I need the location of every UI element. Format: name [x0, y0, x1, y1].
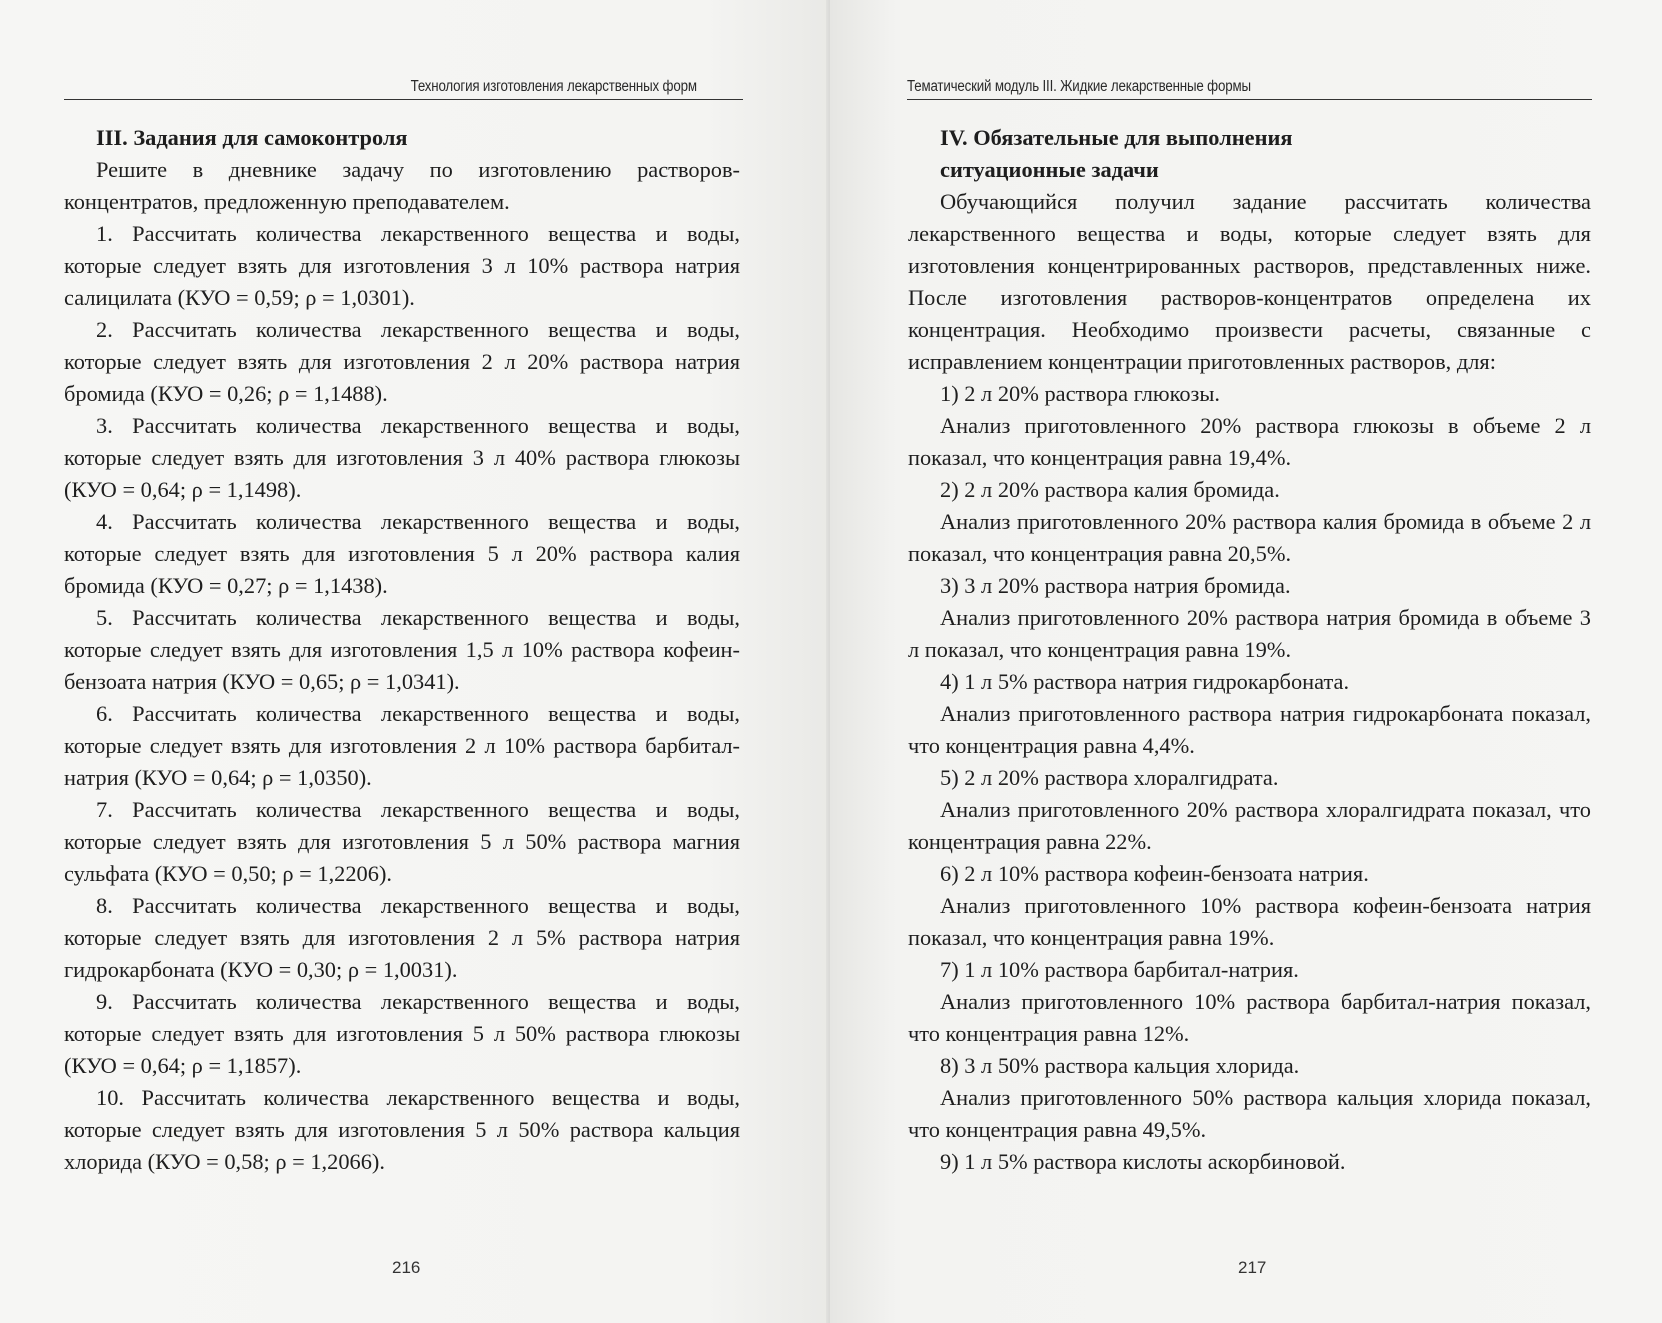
task-item: 3) 3 л 20% раствора натрия бромида. — [940, 573, 1291, 598]
analysis-text: Анализ приготовленного 10% раствора барбитал-натрия показал, что концентрация равна 12%. — [908, 989, 1591, 1046]
left-page-body — [64, 122, 740, 1178]
task-item: 7. Рассчитать количества лекарственного вещества и воды, которые следует взять для изготовления 5 л 50% раствора магния сульфата (КУО = 0,50; ρ = 1,2206). — [64, 797, 740, 886]
header-rule — [907, 99, 1592, 100]
task-item: 1) 2 л 20% раствора глюкозы. — [940, 381, 1221, 406]
task-item: 5. Рассчитать количества лекарственного вещества и воды, которые следует взять для изготовления 1,5 л 10% раствора кофеин-бензоата натрия (КУО = 0,65; ρ = 1,0341). — [64, 605, 740, 694]
section-title-line: ситуационные задачи — [940, 157, 1159, 182]
task-item: 5) 2 л 20% раствора хлоралгидрата. — [940, 765, 1279, 790]
analysis-text: Анализ приготовленного 20% раствора глюкозы в объеме 2 л показал, что концентрация равна 19,4%. — [908, 413, 1591, 470]
task-item: 7) 1 л 10% раствора барбитал-натрия. — [940, 957, 1299, 982]
left-page — [0, 0, 830, 1323]
analysis-text: Анализ приготовленного 20% раствора натрия бромида в объеме 3 л показал, что концентрация равна 19%. — [908, 605, 1591, 662]
task-item: 4) 1 л 5% раствора натрия гидрокарбоната. — [940, 669, 1350, 694]
task-item: 10. Рассчитать количества лекарственного вещества и воды, которые следует взять для изготовления 5 л 50% раствора кальция хлорида (КУО = 0,58; ρ = 1,2066). — [64, 1085, 740, 1174]
task-item: 2. Рассчитать количества лекарственного вещества и воды, которые следует взять для изготовления 2 л 20% раствора натрия бромида (КУО = 0,26; ρ = 1,1488). — [64, 317, 740, 406]
task-item: 6) 2 л 10% раствора кофеин-бензоата натрия. — [940, 861, 1369, 886]
task-item: 9) 1 л 5% раствора кислоты аскорбиновой. — [940, 1149, 1346, 1174]
task-item: 4. Рассчитать количества лекарственного вещества и воды, которые следует взять для изготовления 5 л 20% раствора калия бромида (КУО = 0,27; ρ = 1,1438). — [64, 509, 740, 598]
task-item: 6. Рассчитать количества лекарственного вещества и воды, которые следует взять для изготовления 2 л 10% раствора барбитал-натрия (КУО = 0,64; ρ = 1,0350). — [64, 701, 740, 790]
task-item: 3. Рассчитать количества лекарственного вещества и воды, которые следует взять для изготовления 3 л 40% раствора глюкозы (КУО = 0,64; ρ = 1,1498). — [64, 413, 740, 502]
paragraph: Обучающийся получил задание рассчитать количества лекарственного вещества и воды, которые следует взять для изготовления концентрированных растворов, представленных ниже. После изготовления растворов-концентратов определена их концентрация. Необходимо произвести расчеты, связанные с исправлением концентрации приготовленных растворов, для: — [908, 189, 1591, 374]
header-rule — [64, 99, 743, 100]
task-item: 8) 3 л 50% раствора кальция хлорида. — [940, 1053, 1300, 1078]
analysis-text: Анализ приготовленного раствора натрия гидрокарбоната показал, что концентрация равна 4,4%. — [908, 701, 1591, 758]
running-head: Технология изготовления лекарственных форм — [410, 78, 697, 95]
task-item: 1. Рассчитать количества лекарственного вещества и воды, которые следует взять для изготовления 3 л 10% раствора натрия салицилата (КУО = 0,59; ρ = 1,0301). — [64, 221, 740, 310]
running-head: Тематический модуль III. Жидкие лекарственные формы — [907, 78, 1251, 95]
task-item: 2) 2 л 20% раствора калия бромида. — [940, 477, 1280, 502]
paragraph: Решите в дневнике задачу по изготовлению растворов-концентратов, предложенную преподавателем. — [64, 157, 740, 214]
page-number: 217 — [1238, 1258, 1267, 1277]
analysis-text: Анализ приготовленного 50% раствора кальция хлорида показал, что концентрация равна 49,5%. — [908, 1085, 1591, 1142]
task-item: 8. Рассчитать количества лекарственного вещества и воды, которые следует взять для изготовления 2 л 5% раствора натрия гидрокарбоната (КУО = 0,30; ρ = 1,0031). — [64, 893, 740, 982]
section-title: III. Задания для самоконтроля — [96, 125, 408, 150]
section-title-line: IV. Обязательные для выполнения — [940, 125, 1293, 150]
section-title — [908, 122, 1591, 186]
right-page — [830, 0, 1662, 1323]
analysis-text: Анализ приготовленного 10% раствора кофеин-бензоата натрия показал, что концентрация равна 19%. — [908, 893, 1591, 950]
analysis-text: Анализ приготовленного 20% раствора хлоралгидрата показал, что концентрация равна 22%. — [908, 797, 1591, 854]
task-item: 9. Рассчитать количества лекарственного вещества и воды, которые следует взять для изготовления 5 л 50% раствора глюкозы (КУО = 0,64; ρ = 1,1857). — [64, 989, 740, 1078]
analysis-text: Анализ приготовленного 20% раствора калия бромида в объеме 2 л показал, что концентрация равна 20,5%. — [908, 509, 1591, 566]
page-number: 216 — [392, 1258, 421, 1277]
right-page-body — [908, 122, 1591, 1178]
